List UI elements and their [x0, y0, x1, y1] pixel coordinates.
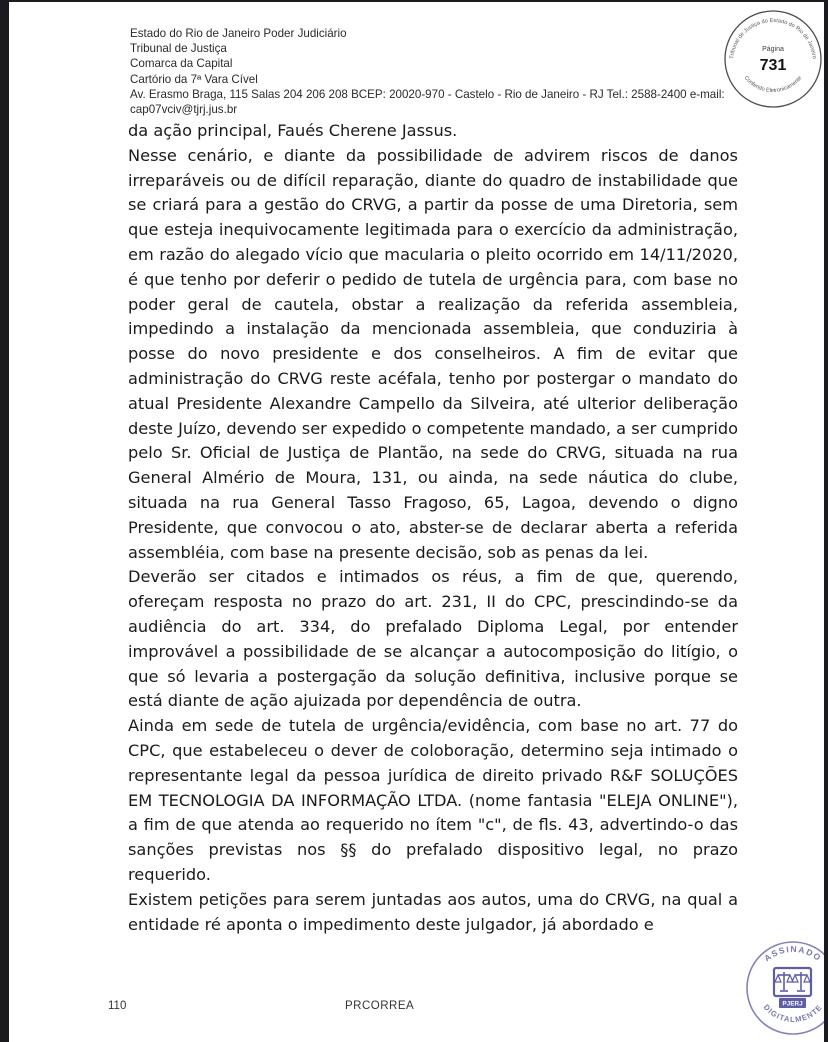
stamp-top-curved-text: Tribunal de Justiça do Estado do Rio de Janeiro — [729, 17, 817, 60]
screen-edge-right — [824, 0, 828, 1042]
screen-edge-top — [0, 0, 828, 2]
body-paragraph: Nesse cenário, e diante da possibilidade de advirem riscos de danos irreparáveis ou de difícil reparação, diante do quadro de instabilidade que se criará para a gestão do CRVG, a partir da posse de uma Diretoria, sem que esteja inequivocamente legitimada para o exercício da administração, em razão do alegado vício que macularia o pleito ocorrido em 14/11/2020, é que tenho por deferir o pedido de tutela de urgência para, com base no poder geral de cautela, obstar a realização da referida assembleia, impedindo a instalação da mencionada assembleia, que conduziria à posse do novo presidente e dos conselheiros. A fim de evitar que administração do CRVG reste acéfala, tenho por postergar o mandato do atual Presidente Alexandre Campello da Silveira, até ulterior deliberação deste Juízo, devendo ser expedido o competente mandado, a ser cumprido pelo Sr. Oficial de Justiça de Plantão, na sede do CRVG, situada na rua General Almério de Moura, 131, ou ainda, na sede náutica do clube, situada na rua General Tasso Fragoso, 65, Lagoa, devendo o digno Presidente, que convocou o ato, abster-se de declarar aberta a referida assembléia, com base na presente decisão, sob as penas da lei. — [128, 145, 738, 562]
body-paragraph: Deverão ser citados e intimados os réus, a fim de que, querendo, ofereçam resposta no prazo do art. 231, II do CPC, prescindindo-se da audiência do art. 334, do prefalado Diploma Legal, por entender improvável a possibilidade de se alcançar a autocomposição do litígio, o que só levaria a postergação da solução definitiva, inclusive porque se está diante de ação ajuizada por dependência de outra. — [128, 567, 738, 711]
stamp-bottom-curved-text: Conferido Eletronicamente — [742, 75, 804, 95]
screen-edge-left — [0, 0, 9, 1042]
stamp-page-number: 731 — [759, 57, 787, 74]
page-footer — [0, 1000, 828, 1020]
pjerj-badge-label: PJERJ — [782, 1000, 803, 1008]
stamp-page-label: Página — [762, 46, 784, 53]
body-paragraph: Existem petições para serem juntadas aos autos, uma do CRVG, na qual a entidade ré aponta o impedimento deste julgador, já abordado e — [128, 889, 738, 934]
letterhead-line: Cartório da 7ª Vara Cível — [130, 72, 258, 86]
page-number-stamp — [720, 6, 824, 110]
letterhead-line: Comarca da Capital — [130, 57, 233, 71]
signature-stamp-bottom-text: DIGITALMENTE — [761, 1002, 825, 1025]
body-paragraph: Ainda em sede de tutela de urgência/evidência, com base no art. 77 do CPC, que estabeleceu o dever de coloboração, determino seja intimado o representante legal da pessoa jurídica de direito privado R&F SOLUÇÕES EM TECNOLOGIA DA INFORMAÇÃO LTDA. (nome fantasia "ELEJA ONLINE"), a fim de que atenda ao requerido no ítem "c", de fls. 43, advertindo-o das sanções previstas nos §§ do prefalado dispositivo legal, no prazo requerido. — [128, 716, 738, 884]
body-paragraph: da ação principal, Faués Cherene Jassus. — [128, 121, 458, 140]
letterhead-line: Av. Erasmo Braga, 115 Salas 204 206 208 BCEP: 20020-970 - Castelo - Rio de Janeiro - RJ Tel.: 2588-2400 e-mail: — [130, 87, 725, 101]
letterhead-line: cap07vciv@tjrj.jus.br — [130, 103, 238, 117]
letterhead-line: Tribunal de Justiça — [130, 42, 227, 56]
footer-signer-code: PRCORREA — [345, 1000, 415, 1012]
decision-text — [128, 119, 738, 937]
letterhead-line: Estado do Rio de Janeiro Poder Judiciário — [130, 27, 347, 40]
footer-page-number: 110 — [108, 1000, 127, 1012]
digital-signature-stamp — [742, 938, 828, 1038]
signature-stamp-top-text: ASSINADO — [762, 943, 824, 964]
letterhead — [130, 26, 750, 117]
